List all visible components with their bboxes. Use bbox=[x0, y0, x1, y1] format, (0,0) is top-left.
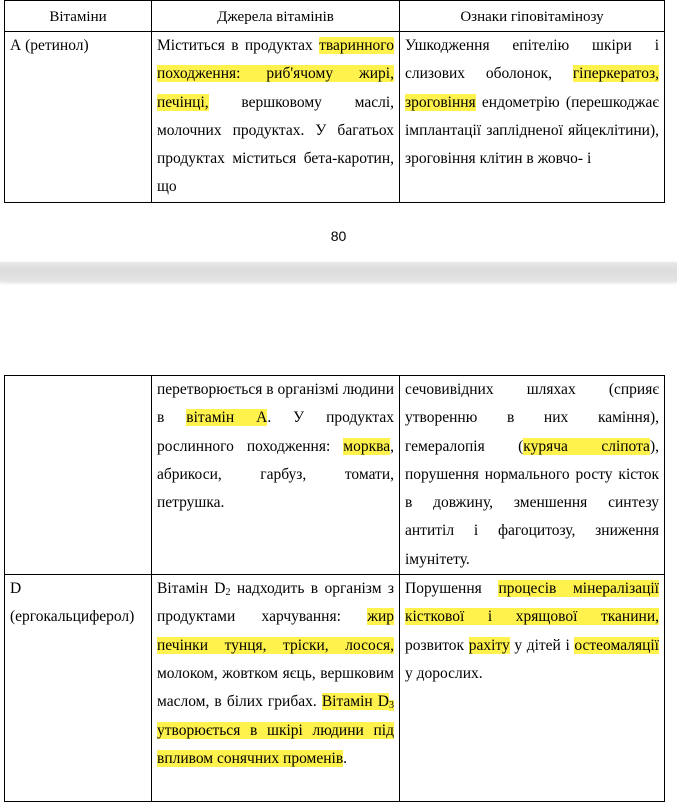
vitamin-d-signs bbox=[400, 575, 665, 802]
text-segment: розвиток bbox=[405, 636, 469, 654]
highlighted-text: жир печінки тунця, тріски, лосося, bbox=[157, 608, 394, 654]
text-segment: Міститься в продуктах bbox=[157, 37, 320, 54]
vitamin-a-signs-continued bbox=[400, 376, 665, 575]
vitamin-d-name: D (ергокальциферол) bbox=[5, 575, 152, 802]
text-segment: вершковому маслі, молочних продуктах. У багатьох продуктах міститься бета-каротин, що bbox=[157, 93, 394, 196]
vitamin-a-sources bbox=[152, 32, 400, 203]
text-segment: Вітамін D bbox=[157, 580, 226, 598]
text-segment: ), порушення нормального росту кісток в довжину, зменшення синтезу антитіл і фагоцитозу, зниження імунітету. bbox=[405, 437, 659, 568]
table-row-vitamin-a-continued bbox=[5, 376, 665, 575]
highlighted-text: морква bbox=[343, 437, 391, 455]
highlighted-text: утворюється в шкірі людини під впливом сонячних променів bbox=[157, 721, 394, 767]
table-row-vitamin-d bbox=[5, 575, 665, 802]
vitamin-a-signs bbox=[400, 32, 665, 203]
text-segment: сечовивідних шляхах (сприяє утворенню в них каміння), гемералопія ( bbox=[405, 381, 659, 455]
text-segment: молоком, жовтком яєць, вершковим маслом, в білих грибах. bbox=[157, 664, 394, 711]
text-segment: у дорослих. bbox=[405, 664, 483, 682]
text-segment: надходить в організм з продуктами харчування: bbox=[157, 580, 394, 626]
page-number: 80 bbox=[330, 228, 347, 244]
text-segment: у дітей і bbox=[509, 636, 575, 654]
text-segment: . У продуктах рослинного походження: bbox=[157, 409, 394, 455]
text-segment: , абрикоси, гарбуз, томати, петрушка. bbox=[157, 437, 394, 512]
vitamin-a-name: А (ретинол) bbox=[5, 32, 152, 203]
text-segment: перетворюється в організмі людини в bbox=[157, 381, 394, 427]
highlighted-text: 3 bbox=[389, 700, 395, 712]
text-segment: Порушення bbox=[405, 580, 499, 598]
vitamin-a-sources-continued bbox=[152, 376, 400, 575]
table-row-vitamin-a bbox=[5, 32, 665, 203]
text-segment: ендометрію (перешкоджає імплантації заплідненої яйцеклітини), зроговіння клітин в жовчо- і bbox=[405, 93, 659, 168]
highlighted-text: вітамін А bbox=[186, 409, 268, 427]
highlighted-text: Вітамін D bbox=[321, 693, 390, 711]
highlighted-text: рахіту bbox=[468, 636, 510, 654]
highlighted-text: тваринного походження: риб'ячому жирі, печінці, bbox=[157, 37, 394, 111]
header-signs: Ознаки гіповітамінозу bbox=[400, 1, 665, 32]
header-vitamins: Вітаміни bbox=[5, 1, 152, 32]
text-segment: 2 bbox=[225, 587, 231, 599]
table-header-row bbox=[5, 1, 665, 32]
highlighted-text: остеомаляції bbox=[574, 636, 659, 654]
vitamins-table-page-top bbox=[4, 0, 665, 203]
highlighted-text: гіперкератоз, зроговіння bbox=[405, 65, 659, 111]
header-sources: Джерела вітамінів bbox=[152, 1, 400, 32]
highlighted-text: процесів мінералізації кісткової і хрящової тканини, bbox=[405, 580, 659, 626]
vitamin-d-sources bbox=[152, 575, 400, 802]
vitamins-table-page-bottom bbox=[4, 375, 665, 802]
text-segment: . bbox=[343, 749, 348, 767]
page-separator bbox=[0, 262, 677, 282]
highlighted-text: куряча сліпота bbox=[523, 437, 650, 455]
vitamin-a-name-continued bbox=[5, 376, 152, 575]
text-segment: Ушкодження епітелію шкіри і слизових оболонок, bbox=[405, 37, 659, 83]
